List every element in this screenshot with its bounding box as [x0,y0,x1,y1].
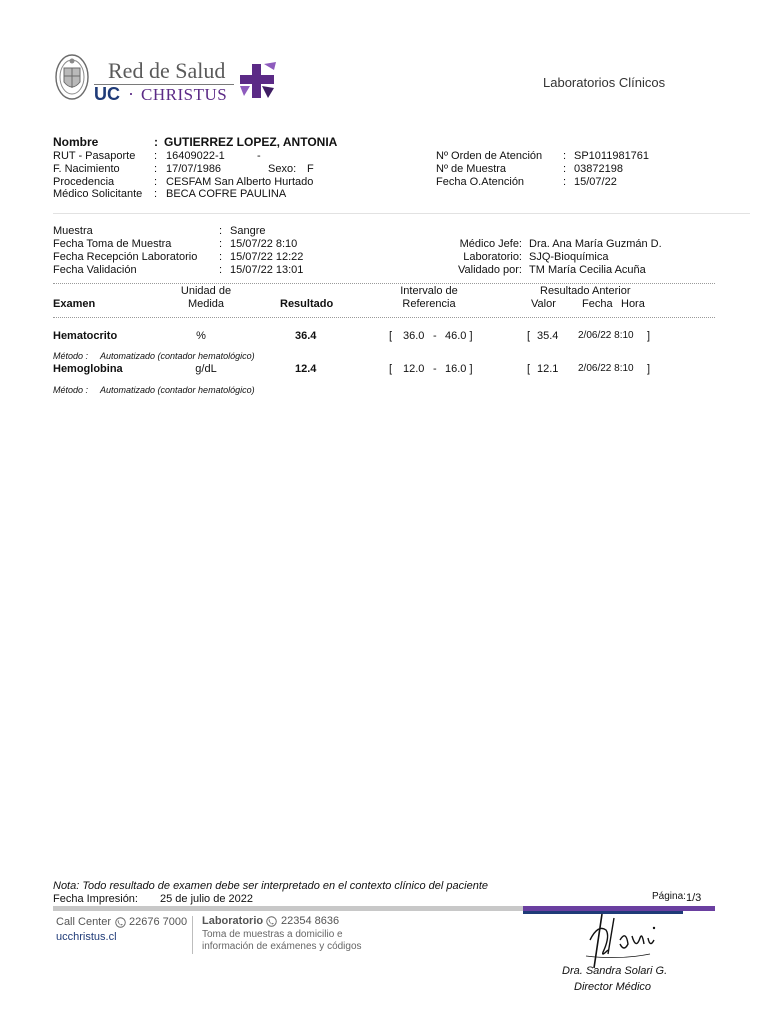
colon: : [219,238,223,250]
rut-value: 16409022-1 [166,150,225,162]
recepcion-label: Fecha Recepción Laboratorio [53,251,198,263]
row-prev-valor: 35.4 [537,330,559,342]
row-ref-low: 12.0 [403,363,425,375]
colon: : [219,251,223,263]
pagina-value: 1/3 [686,892,702,904]
impresion-label: Fecha Impresión: [53,893,138,905]
muestra-label: Muestra [53,225,93,237]
toma-value: 15/07/22 8:10 [230,238,298,250]
nacimiento-label: F. Nacimiento [53,163,120,175]
callcenter-number: 22676 7000 [129,916,188,928]
row-resultado: 12.4 [295,363,317,375]
rut-dash: - [257,150,261,162]
divider [53,317,715,318]
row-prev-fecha: 2/06/22 8:10 [578,363,634,374]
fecha-atencion-label: Fecha O.Atención [436,176,525,188]
validacion-label: Fecha Validación [53,264,137,276]
muestra-num-value: 03872198 [574,163,623,175]
colon: : [563,163,567,175]
col-hora: Hora [621,298,645,310]
colon: : [563,150,567,162]
validado-value: TM María Cecilia Acuña [529,264,646,276]
lab-contact-line2: Toma de muestras a domicilio e [202,929,343,940]
medico-value: BECA COFRE PAULINA [166,188,287,200]
row-metodo-label: Método : [53,351,89,361]
row-ref-open: [ [389,363,393,375]
colon: : [154,163,158,175]
row-ref-open: [ [389,330,393,342]
brand-dot: · [128,83,134,103]
row-metodo-label: Método : [53,385,89,395]
procedencia-value: CESFAM San Alberto Hurtado [166,176,314,188]
phone-icon [115,917,126,928]
col-fecha: Fecha [582,298,613,310]
lab-contact-line3: información de exámenes y códigos [202,941,362,952]
impresion-value: 25 de julio de 2022 [160,893,253,905]
sexo-value: F [307,163,314,175]
colon: : [154,150,158,162]
lab-contact-number: 22354 8636 [281,915,340,927]
row-prev-open: [ [527,363,531,375]
divider [53,213,750,214]
colon: : [154,176,158,188]
col-intervalo-line2: Referencia [402,298,456,310]
medico-label: Médico Solicitante [53,188,143,200]
colon: : [154,135,158,149]
university-seal-icon [54,52,90,102]
medico-jefe-label: Médico Jefe: [459,238,522,250]
signer-title: Director Médico [574,981,652,993]
website-link[interactable]: ucchristus.cl [56,931,117,943]
recepcion-value: 15/07/22 12:22 [230,251,304,263]
toma-label: Fecha Toma de Muestra [53,238,172,250]
row-ref-dash: - [433,330,437,342]
brand-christus: CHRISTUS [141,85,228,104]
row-unidad: % [196,330,206,342]
footer-bar-gray [53,906,523,911]
col-anterior: Resultado Anterior [540,285,631,297]
lab-contact-label: Laboratorio [202,915,264,927]
row-prev-open: [ [527,330,531,342]
rut-label: RUT - Pasaporte [53,150,136,162]
sexo-label: Sexo: [268,163,297,175]
row-ref-high: 46.0 ] [445,330,473,342]
fecha-atencion-value: 15/07/22 [574,176,617,188]
col-intervalo-line1: Intervalo de [400,285,458,297]
validado-label: Validado por: [457,264,522,276]
muestra-value: Sangre [230,225,266,237]
footer-vertical-divider [192,916,193,954]
row-prev-fecha: 2/06/22 8:10 [578,330,634,341]
divider [53,283,715,284]
brand-uc: UC [94,84,120,104]
col-unidad-line1: Unidad de [180,285,232,297]
row-resultado: 36.4 [295,330,317,342]
laboratorio-label: Laboratorio: [463,251,522,263]
row-ref-dash: - [433,363,437,375]
phone-icon [266,916,277,927]
colon: : [563,176,567,188]
laboratorio-value: SJQ-Bioquímica [529,251,609,263]
validacion-value: 15/07/22 13:01 [230,264,304,276]
row-prev-close: ] [647,363,651,375]
colon: : [154,188,158,200]
orden-value: SP1011981761 [574,150,650,162]
callcenter-label: Call Center [56,916,112,928]
nota-text: Nota: Todo resultado de examen debe ser interpretado en el contexto clínico del paciente [53,880,488,892]
nombre-value: GUTIERREZ LOPEZ, ANTONIA [164,135,338,149]
medico-jefe-value: Dra. Ana María Guzmán D. [529,238,662,250]
row-unidad: g/dL [195,363,217,375]
muestra-num-label: Nº de Muestra [436,163,507,175]
row-metodo-value: Automatizado (contador hematológico) [100,385,255,395]
row-metodo-value: Automatizado (contador hematológico) [100,351,255,361]
row-ref-high: 16.0 ] [445,363,473,375]
row-ref-low: 36.0 [403,330,425,342]
christus-cross-icon [238,60,278,102]
row-examen: Hematocrito [53,330,118,342]
row-examen: Hemoglobina [53,363,123,375]
lab-title: Laboratorios Clínicos [543,75,666,90]
col-examen: Examen [53,298,96,310]
orden-label: Nº Orden de Atención [436,150,543,162]
col-unidad-line2: Medida [187,298,225,310]
colon: : [219,264,223,276]
brand-line1: Red de Salud [108,58,226,83]
pagina-label: Página: [652,891,686,902]
procedencia-label: Procedencia [53,176,115,188]
nacimiento-value: 17/07/1986 [166,163,222,175]
col-resultado: Resultado [280,298,334,310]
row-prev-valor: 12.1 [537,363,559,375]
signer-name: Dra. Sandra Solari G. [562,965,668,977]
colon: : [219,225,223,237]
col-valor: Valor [531,298,556,310]
row-prev-close: ] [647,330,651,342]
nombre-label: Nombre [53,135,99,149]
